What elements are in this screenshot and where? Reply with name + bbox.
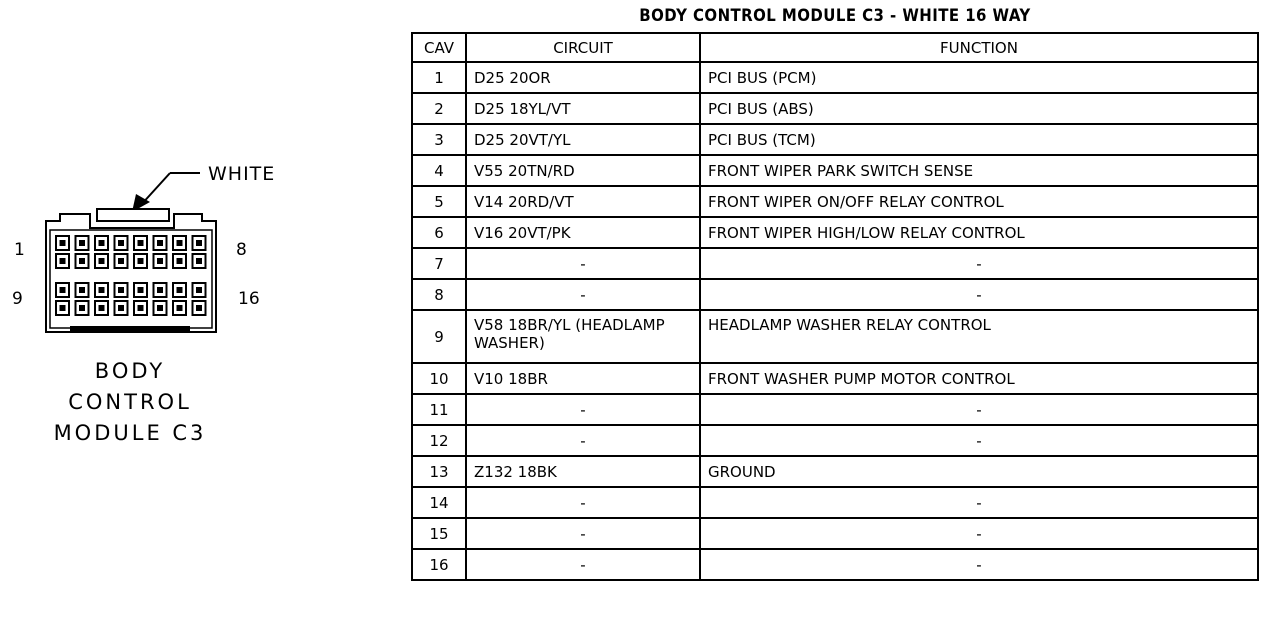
table-row <box>412 186 1258 217</box>
cav-cell: 9 <box>412 310 466 363</box>
pin-terminal <box>138 305 144 311</box>
pin-terminal <box>157 287 163 293</box>
circuit-cell: V10 18BR <box>466 363 700 394</box>
pin-terminal <box>79 240 85 246</box>
function-cell: - <box>700 518 1258 549</box>
pin-label-16: 16 <box>238 289 260 309</box>
function-cell: - <box>700 425 1258 456</box>
function-cell: PCI BUS (PCM) <box>700 62 1258 93</box>
pin-label-9: 9 <box>12 289 23 309</box>
module-name-line-2: CONTROL <box>68 390 192 414</box>
cav-cell: 13 <box>412 456 466 487</box>
table-row <box>412 124 1258 155</box>
table-row <box>412 456 1258 487</box>
table-title: BODY CONTROL MODULE C3 - WHITE 16 WAY <box>639 6 1031 26</box>
pin-terminal <box>60 305 66 311</box>
circuit-cell: V16 20VT/PK <box>466 217 700 248</box>
table-row <box>412 217 1258 248</box>
pin-terminal <box>138 240 144 246</box>
pin-terminal <box>118 240 124 246</box>
connector-color-label: WHITE <box>208 163 276 185</box>
table-row <box>412 394 1258 425</box>
circuit-cell: V14 20RD/VT <box>466 186 700 217</box>
circuit-cell: D25 20OR <box>466 62 700 93</box>
pin-terminal <box>177 287 183 293</box>
cav-cell: 3 <box>412 124 466 155</box>
table-row <box>412 155 1258 186</box>
connector-body <box>46 214 216 332</box>
cav-cell: 15 <box>412 518 466 549</box>
circuit-cell: - <box>466 487 700 518</box>
pin-terminal <box>138 258 144 264</box>
circuit-cell: - <box>466 425 700 456</box>
function-cell: PCI BUS (ABS) <box>700 93 1258 124</box>
circuit-cell: - <box>466 248 700 279</box>
pin-terminal <box>99 287 105 293</box>
circuit-cell: Z132 18BK <box>466 456 700 487</box>
cav-cell: 8 <box>412 279 466 310</box>
circuit-cell: V58 18BR/YL (HEADLAMP WASHER) <box>466 310 700 363</box>
pin-terminal <box>157 305 163 311</box>
pin-terminal <box>79 305 85 311</box>
cav-cell: 16 <box>412 549 466 580</box>
circuit-cell: D25 18YL/VT <box>466 93 700 124</box>
table-row <box>412 279 1258 310</box>
function-cell: GROUND <box>700 456 1258 487</box>
circuit-cell: D25 20VT/YL <box>466 124 700 155</box>
circuit-cell: - <box>466 279 700 310</box>
header-function: FUNCTION <box>700 33 1258 62</box>
module-name <box>20 356 240 449</box>
pin-terminal <box>99 305 105 311</box>
pin-terminal <box>79 287 85 293</box>
function-cell: - <box>700 549 1258 580</box>
table-row <box>412 487 1258 518</box>
pin-terminal <box>60 258 66 264</box>
pin-terminal <box>60 287 66 293</box>
pin-terminal <box>196 240 202 246</box>
cav-cell: 10 <box>412 363 466 394</box>
function-cell: FRONT WASHER PUMP MOTOR CONTROL <box>700 363 1258 394</box>
pin-terminal <box>177 240 183 246</box>
function-cell: - <box>700 279 1258 310</box>
pin-label-8: 8 <box>236 240 247 260</box>
cav-cell: 6 <box>412 217 466 248</box>
circuit-cell: V55 20TN/RD <box>466 155 700 186</box>
connector-latch <box>97 209 169 221</box>
function-cell: FRONT WIPER ON/OFF RELAY CONTROL <box>700 186 1258 217</box>
pin-terminal <box>99 240 105 246</box>
cav-cell: 12 <box>412 425 466 456</box>
pin-terminal <box>118 258 124 264</box>
table-header-row <box>412 33 1258 62</box>
function-cell: HEADLAMP WASHER RELAY CONTROL <box>700 310 1258 363</box>
table-row <box>412 425 1258 456</box>
function-cell: - <box>700 394 1258 425</box>
function-cell: - <box>700 248 1258 279</box>
cav-cell: 5 <box>412 186 466 217</box>
pin-terminal <box>60 240 66 246</box>
pin-terminal <box>118 305 124 311</box>
pin-terminal <box>196 287 202 293</box>
cav-cell: 2 <box>412 93 466 124</box>
circuit-cell: - <box>466 549 700 580</box>
table-row <box>412 248 1258 279</box>
cav-cell: 11 <box>412 394 466 425</box>
cav-cell: 7 <box>412 248 466 279</box>
pinout-table <box>411 32 1259 581</box>
function-cell: - <box>700 487 1258 518</box>
function-cell: FRONT WIPER HIGH/LOW RELAY CONTROL <box>700 217 1258 248</box>
header-circuit: CIRCUIT <box>466 33 700 62</box>
pin-terminal <box>157 240 163 246</box>
cav-cell: 1 <box>412 62 466 93</box>
table-row <box>412 518 1258 549</box>
module-name-line-1: BODY <box>94 359 166 383</box>
table-row <box>412 549 1258 580</box>
module-name-line-3: MODULE C3 <box>53 421 207 445</box>
table-body <box>412 62 1258 580</box>
pin-terminal <box>99 258 105 264</box>
pin-terminal <box>196 305 202 311</box>
pin-terminal <box>177 305 183 311</box>
table-row <box>412 363 1258 394</box>
pin-terminal <box>196 258 202 264</box>
cav-cell: 14 <box>412 487 466 518</box>
header-cav: CAV <box>412 33 466 62</box>
pin-terminal <box>157 258 163 264</box>
pin-terminal <box>118 287 124 293</box>
pin-terminal <box>177 258 183 264</box>
cav-cell: 4 <box>412 155 466 186</box>
pin-terminal <box>138 287 144 293</box>
table-row <box>412 93 1258 124</box>
connector-keyway <box>70 326 190 332</box>
connector-diagram <box>0 150 300 450</box>
pin-terminal <box>79 258 85 264</box>
function-cell: FRONT WIPER PARK SWITCH SENSE <box>700 155 1258 186</box>
table-row <box>412 62 1258 93</box>
table-row <box>412 310 1258 363</box>
circuit-cell: - <box>466 518 700 549</box>
function-cell: PCI BUS (TCM) <box>700 124 1258 155</box>
circuit-cell: - <box>466 394 700 425</box>
pin-label-1: 1 <box>14 240 25 260</box>
